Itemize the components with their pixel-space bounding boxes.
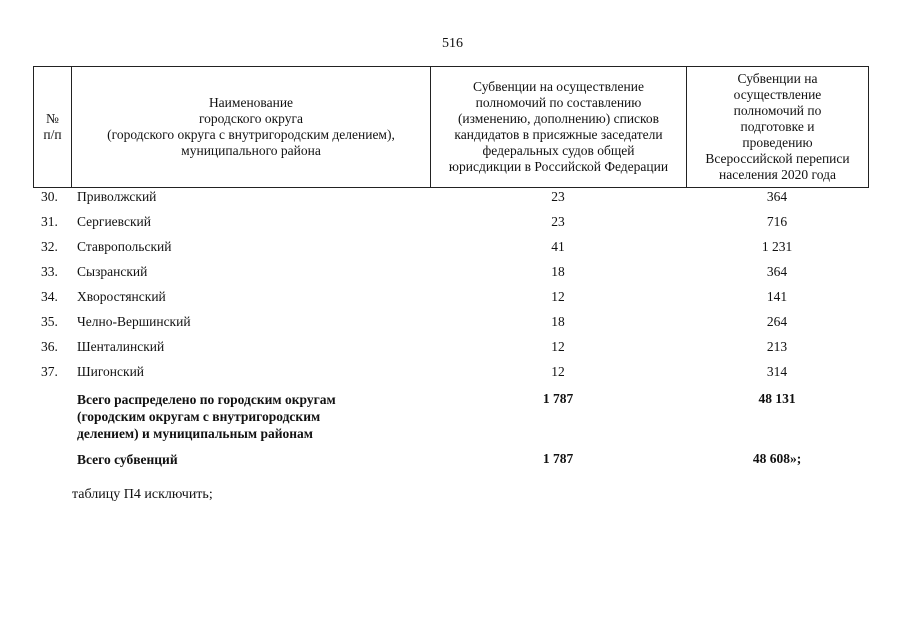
row-jurors-value: 12: [551, 339, 565, 354]
row-name: Шенталинский: [77, 339, 165, 354]
row-jurors-value: 18: [551, 264, 565, 279]
page-number: 516: [442, 36, 463, 51]
row-name: Челно-Вершинский: [77, 314, 191, 329]
row-census-value: 364: [766, 189, 788, 204]
row-number: 33.: [41, 264, 58, 279]
row-name: Ставропольский: [77, 239, 172, 254]
row-census-value: 213: [766, 339, 788, 354]
total-subventions-label: Всего субвенций: [77, 452, 178, 467]
header-col-number: № п/п: [34, 67, 72, 188]
total-subventions-census: 48 608»;: [752, 451, 802, 466]
row-jurors-value: 12: [551, 364, 565, 379]
table-row: [33, 289, 868, 314]
row-name: Хворостянский: [77, 289, 166, 304]
row-number: 34.: [41, 289, 58, 304]
total-distributed-row: [33, 391, 868, 451]
row-number: 37.: [41, 364, 58, 379]
header-col-jurors: Субвенции на осуществление полномочий по составлению (изменению, дополнению) списков кандидатов в присяжные заседатели федеральных судов общей юрисдикции в Российской Федерации: [431, 67, 687, 188]
row-census-value: 141: [766, 289, 788, 304]
row-name: Сызранский: [77, 264, 148, 279]
row-jurors-value: 41: [551, 239, 565, 254]
row-census-value: 1 231: [761, 239, 793, 254]
row-jurors-value: 12: [551, 289, 565, 304]
table-row: [33, 364, 868, 389]
footer-text: таблицу П4 исключить;: [72, 487, 213, 502]
table-header: [33, 66, 869, 188]
row-number: 32.: [41, 239, 58, 254]
row-name: Приволжский: [77, 189, 157, 204]
table-row: [33, 314, 868, 339]
total-distributed-census: 48 131: [758, 391, 796, 406]
row-number: 31.: [41, 214, 58, 229]
total-distributed-jurors: 1 787: [542, 391, 574, 406]
row-jurors-value: 23: [551, 214, 565, 229]
row-census-value: 716: [766, 214, 788, 229]
row-name: Сергиевский: [77, 214, 151, 229]
total-distributed-label: Всего распределено по городским округам (городским округам с внутригородским делением) и муниципальным районам: [77, 392, 336, 441]
table-row: [33, 189, 868, 214]
total-subventions-row: [33, 451, 868, 473]
total-subventions-jurors: 1 787: [542, 451, 574, 466]
table-body: [33, 189, 868, 473]
row-jurors-value: 18: [551, 314, 565, 329]
table-row: [33, 239, 868, 264]
header-col-name: Наименование городского округа (городского округа с внутригородским делением), муниципального района: [72, 67, 431, 188]
row-number: 35.: [41, 314, 58, 329]
row-number: 36.: [41, 339, 58, 354]
table-row: [33, 264, 868, 289]
header-col-census: Субвенции на осуществление полномочий по подготовке и проведению Всероссийской переписи населения 2020 года: [687, 67, 869, 188]
row-name: Шигонский: [77, 364, 145, 379]
table-row: [33, 214, 868, 239]
row-census-value: 314: [766, 364, 788, 379]
row-census-value: 364: [766, 264, 788, 279]
table-row: [33, 339, 868, 364]
row-jurors-value: 23: [551, 189, 565, 204]
row-number: 30.: [41, 189, 58, 204]
row-census-value: 264: [766, 314, 788, 329]
